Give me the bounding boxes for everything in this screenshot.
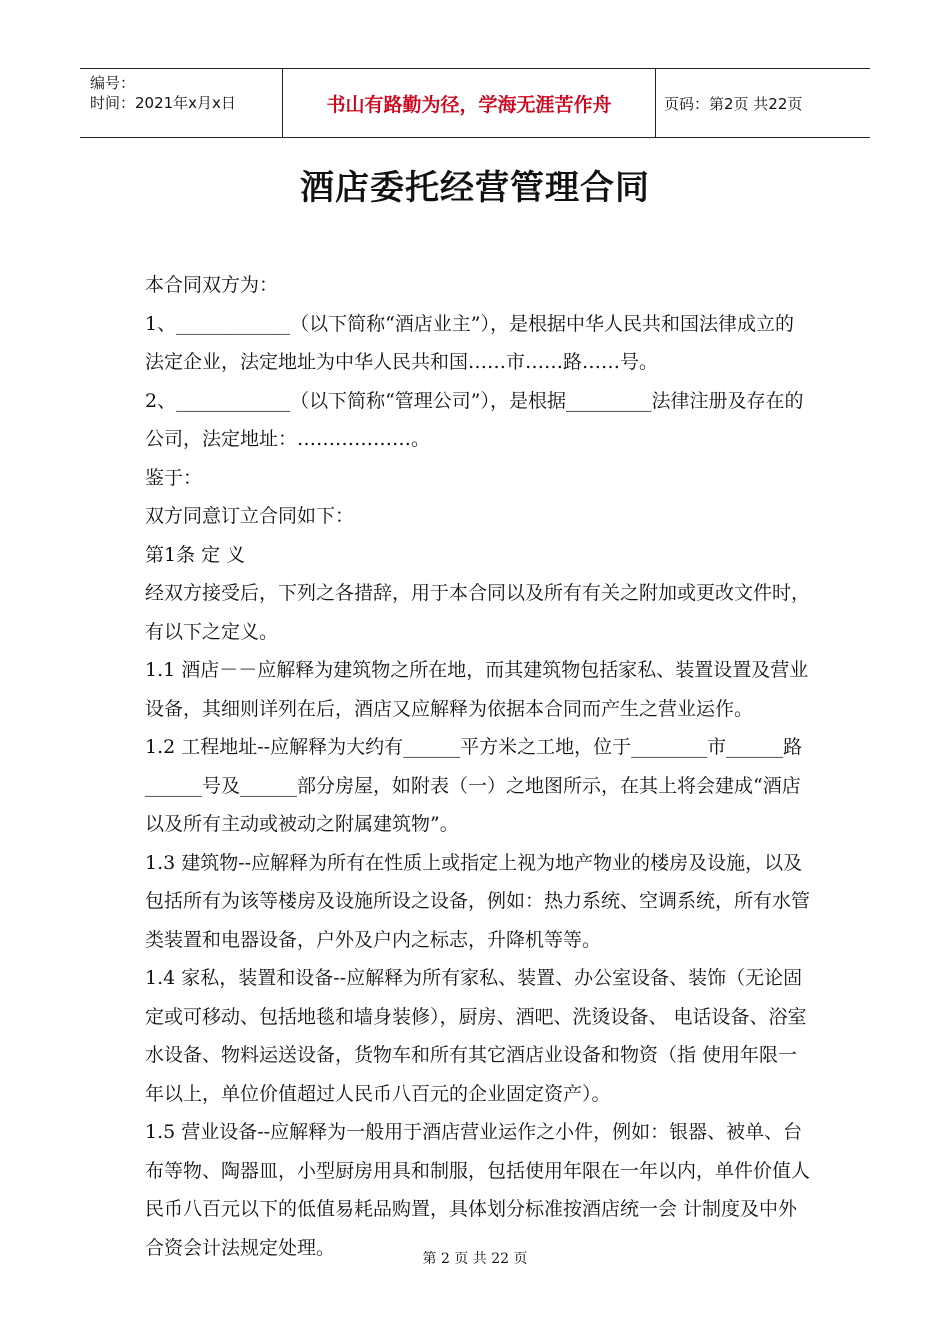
document-header	[80, 68, 870, 138]
article-1-heading: 第1条 定 义	[145, 543, 246, 566]
paragraph-whereas: 鉴于：	[145, 466, 203, 489]
time-label: 时间：2021年x月x日	[90, 94, 236, 112]
header-page-info: 页码：第2页 共22页	[664, 94, 803, 113]
header-meta	[80, 69, 282, 137]
clause-1-3: 1.3 建筑物--应解释为所有在性质上或指定上视为地产物业的楼房及设施，以及包括所有为该等楼房及设施所设之设备，例如：热力系统、空调系统，所有水管类装置和电器设备，户外及户内之标志，升降机等等。	[145, 851, 811, 951]
page-footer: 第 2 页 共 22 页	[422, 1251, 528, 1267]
document-body	[145, 266, 810, 1267]
paragraph-agreement: 双方同意订立合同如下：	[145, 505, 355, 527]
paragraph-parties-intro: 本合同双方为：	[145, 274, 279, 296]
clause-1-2: 1.2 工程地址--应解释为大约有______平方米之工地，位于________市______路______号及______部分房屋，如附表（一）之地图所示，在其上将会建成“酒店以及所有主动或被动之附属建筑物”。	[145, 736, 803, 835]
paragraph-party-1: 1、____________（以下简称“酒店业主”），是根据中华人民共和国法律成立的法定企业，法定地址为中华人民共和国……市……路……号。	[145, 312, 795, 373]
paragraph-party-2: 2、____________（以下简称“管理公司”），是根据_________法律注册及存在的公司，法定地址：………………。	[145, 389, 804, 450]
clause-1-4: 1.4 家私，装置和设备--应解释为所有家私、装置、办公室设备、装饰（无论固定或可移动、包括地毯和墙身装修），厨房、酒吧、洗烫设备、 电话设备、浴室水设备、物料运送设备，货物车和所有其它酒店业设备和物资（指 使用年限一年以上，单位价值超过人民币八百元的企业固定资产）。	[145, 967, 807, 1105]
clause-1-5: 1.5 营业设备--应解释为一般用于酒店营业运作之小件，例如：银器、被单、台布等物、陶器皿，小型厨房用具和制服，包括使用年限在一年以内，单件价值人民币八百元以下的低值易耗品购置，具体划分标准按酒店统一会 计制度及中外合资会计法规定处理。	[145, 1121, 811, 1259]
clause-1-1: 1.1 酒店－－应解释为建筑物之所在地，而其建筑物包括家私、装置设置及营业设备，其细则详列在后，酒店又应解释为依据本合同而产生之营业运作。	[145, 659, 809, 720]
paragraph-definitions-intro: 经双方接受后，下列之各措辞，用于本合同以及所有有关之附加或更改文件时，有以下之定义。	[145, 582, 811, 643]
document-title: 酒店委托经营管理合同	[300, 168, 650, 208]
header-motto: 书山有路勤为径，学海无涯苦作舟	[282, 69, 656, 137]
number-label: 编号：	[90, 74, 136, 92]
